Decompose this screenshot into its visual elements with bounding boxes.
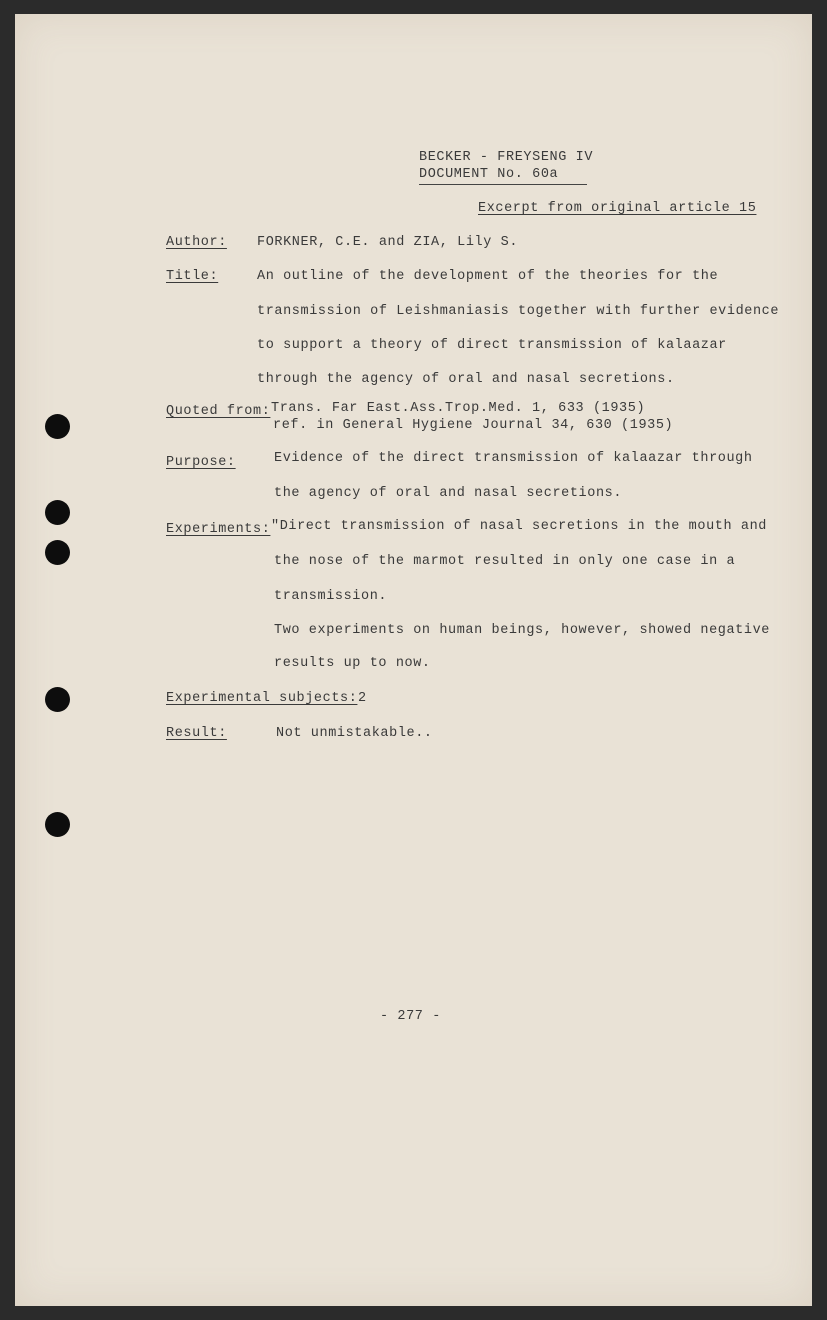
excerpt-line: Excerpt from original article 15	[478, 201, 757, 216]
experiments-line: the nose of the marmot resulted in only one case in a	[274, 554, 736, 569]
quoted-line: Trans. Far East.Ass.Trop.Med. 1, 633 (1935)	[271, 401, 646, 416]
title-line: to support a theory of direct transmission of kalaazar	[257, 338, 727, 353]
author-label: Author:	[166, 235, 227, 250]
experiments-line: results up to now.	[274, 656, 431, 671]
quoted-from-label: Quoted from:	[166, 404, 271, 419]
title-line: transmission of Leishmaniasis together with further evidence	[257, 304, 780, 319]
page-number: - 277 -	[380, 1009, 441, 1024]
punch-hole	[45, 540, 70, 565]
punch-hole	[45, 500, 70, 525]
purpose-line: the agency of oral and nasal secretions.	[274, 486, 623, 501]
experiments-line: "Direct transmission of nasal secretions in the mouth and	[271, 519, 767, 534]
purpose-line: Evidence of the direct transmission of kalaazar through	[274, 451, 753, 466]
document-page	[15, 14, 812, 1306]
result-label: Result:	[166, 726, 227, 741]
document-number-underline	[419, 184, 587, 185]
title-label: Title:	[166, 269, 219, 284]
result-value: Not unmistakable..	[276, 726, 433, 741]
experiments-label: Experiments:	[166, 522, 271, 537]
quoted-line: ref. in General Hygiene Journal 34, 630 (1935)	[273, 418, 674, 433]
punch-hole	[45, 414, 70, 439]
purpose-label: Purpose:	[166, 455, 236, 470]
document-number: DOCUMENT No. 60a	[419, 167, 559, 182]
title-line: An outline of the development of the theories for the	[257, 269, 719, 284]
punch-hole	[45, 812, 70, 837]
subjects-label: Experimental subjects:	[166, 691, 358, 706]
author-value: FORKNER, C.E. and ZIA, Lily S.	[257, 235, 519, 250]
case-heading: BECKER - FREYSENG IV	[419, 150, 594, 165]
experiments-line: Two experiments on human beings, however, showed negative	[274, 623, 770, 638]
subjects-value: 2	[358, 691, 367, 706]
experiments-line: transmission.	[274, 589, 388, 604]
title-line: through the agency of oral and nasal secretions.	[257, 372, 675, 387]
punch-hole	[45, 687, 70, 712]
